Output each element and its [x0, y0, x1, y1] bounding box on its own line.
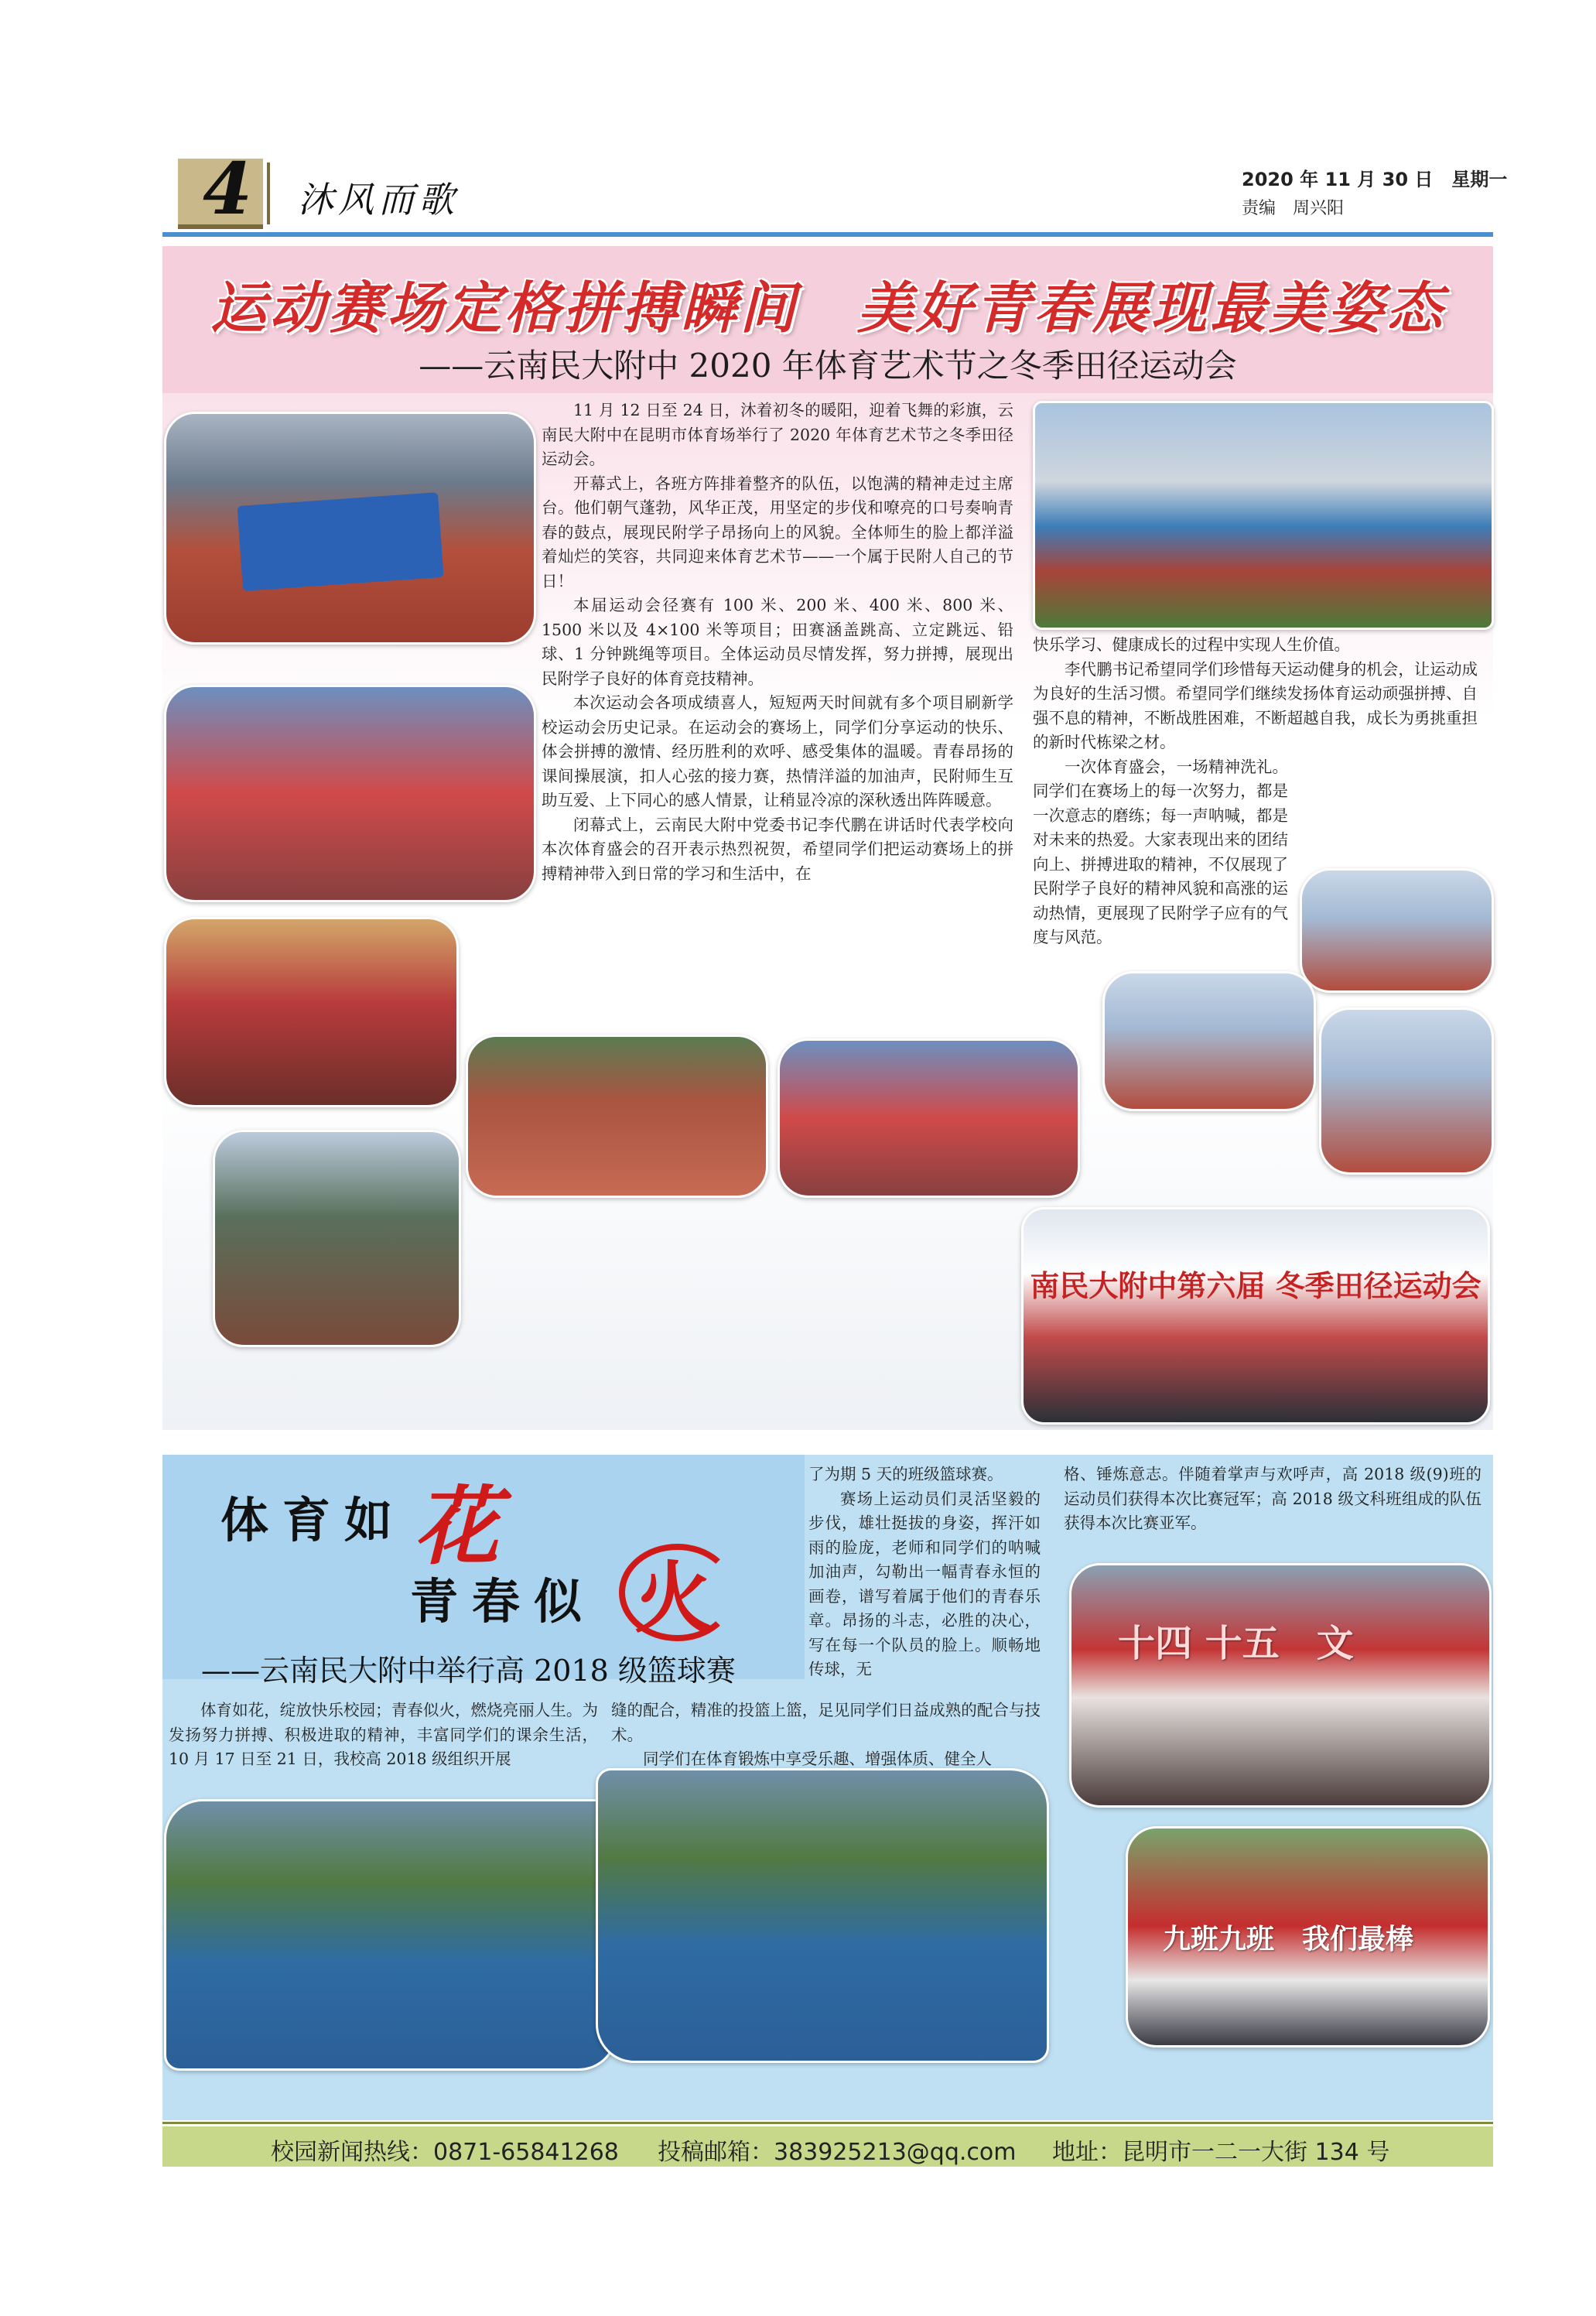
article2-col-a — [169, 1699, 598, 1772]
article1-subheadline: ——云南民大附中 2020 年体育艺术节之冬季田径运动会 — [419, 347, 1237, 385]
article2-paragraph: 了为期 5 天的班级篮球赛。 — [808, 1465, 1003, 1483]
photo-stadium-overview — [1033, 401, 1494, 630]
article2-paragraph: 格、锤炼意志。伴随着掌声与欢呼声，高 2018 级(9)班的运动员们获得本次比赛冠军；高 2018 级文科班组成的队伍获得本次比赛亚军。 — [1064, 1465, 1482, 1532]
article1-paragraph: 本届运动会径赛有 100 米、200 米、400 米、800 米、1500 米以及 4×100 米等项目；田赛涵盖跳高、立定跳远、铅球、1 分钟跳绳等项目。全体运动员尽情发挥，努力拼搏，展现出民附学子良好的体育竞技精神。 — [542, 596, 1013, 688]
article2-title-part1: 体育如 — [220, 1492, 407, 1548]
article1-paragraph: 开幕式上，各班方阵排着整齐的队伍，以饱满的精神走过主席台。他们朝气蓬勃，风华正茂，用坚定的步伐和嘹亮的口号奏响青春的鼓点，展现民附学子昂扬向上的风貌。全体师生的脸上都洋溢着灿烂的笑容，共同迎来体育艺术节——一个属于民附人自己的节日！ — [542, 474, 1013, 590]
article1-paragraph: 闭幕式上，云南民大附中党委书记李代鹏在讲话时代表学校向本次体育盛会的召开表示热烈祝贺，希望同学们把运动赛场上的拼搏精神带入到日常的学习和生活中，在 — [542, 815, 1013, 883]
article1-body — [542, 399, 1013, 886]
article1-paragraph: 本次运动会各项成绩喜人，短短两天时间就有多个项目刷新学校运动会历史记录。在运动会的赛场上，同学们分享运动的快乐、体会拼搏的激情、经历胜利的欢呼、感受集体的温暖。青春昂扬的课间操展演，扣人心弦的接力赛，热情洋溢的加油声，民附师生互助互爱、上下同心的感人情景，让稍显冷凉的深秋透出阵阵暖意。 — [542, 693, 1013, 809]
article2-col-b-lower — [611, 1699, 1041, 1772]
article1-paragraph: 11 月 12 日至 24 日，沐着初冬的暖阳，迎着飞舞的彩旗，云南民大附中在昆明市体育场举行了 2020 年体育艺术节之冬季田径运动会。 — [542, 401, 1013, 468]
article2-title-part2: 青春似 — [410, 1573, 596, 1630]
fans-banner-text: 十四 十五 文 — [1118, 1622, 1354, 1665]
footer-hotline: 校园新闻热线：0871-65841268 — [271, 2139, 619, 2166]
article2-title-flower: 花 — [414, 1476, 499, 1576]
section-name: 沐风而歌 — [298, 179, 459, 221]
article2-paragraph: 赛场上运动员们灵活坚毅的步伐，雄壮挺拔的身姿，挥汗如雨的脸庞，老师和同学们的呐喊加油声，勾勒出一幅青春永恒的画卷，谱写着属于他们的青春乐章。昂扬的斗志，必胜的决心，写在每一个队员的脸上。顺畅地传球，无 — [808, 1489, 1041, 1678]
photo-basketball-shot — [596, 1768, 1049, 2063]
article1-continuation: 一次体育盛会，一场精神洗礼。同学们在赛场上的每一次努力，都是一次意志的磨练；每一声呐喊，都是对未来的热爱。大家表现出来的团结向上、拼搏进取的精神，不仅展现了民附学子良好的精神风貌和高涨的运动热情，更展现了民附学子应有的气度与风范。 — [1033, 757, 1288, 946]
editor-credit: 责编 周兴阳 — [1242, 199, 1345, 218]
photo-costume-dance — [164, 685, 536, 902]
footer-address: 地址：昆明市一二一大街 134 号 — [1052, 2139, 1390, 2166]
article2-col-c — [1064, 1462, 1482, 1536]
photo-shot-put — [213, 1130, 461, 1347]
article2-col-b — [808, 1462, 1041, 1682]
article1-continuation: 李代鹏书记希望同学们珍惜每天运动健身的机会，让运动成为良好的生活习惯。希望同学们继续发扬体育运动顽强拼搏、自强不息的精神，不断战胜困难，不断超越自我，成长为勇挑重担的新时代栋梁之材。 — [1033, 659, 1478, 751]
article2-paragraph: 缝的配合，精准的投篮上篮，足见同学们日益成熟的配合与技术。 — [611, 1701, 1041, 1744]
issue-date: 2020 年 11 月 30 日 星期一 — [1242, 169, 1508, 190]
award-banner-text: 南民大附中第六届 冬季田径运动会 — [1030, 1269, 1482, 1303]
article1-body-continued — [1033, 633, 1478, 950]
photo-winning-team — [1126, 1826, 1490, 2047]
team-banner-text: 九班九班 我们最棒 — [1163, 1924, 1414, 1955]
photo-flag-bearers — [164, 412, 536, 645]
article2-subheadline: ——云南民大附中举行高 2018 级篮球赛 — [201, 1654, 736, 1688]
header-divider — [267, 162, 270, 224]
photo-cheering-fans — [1069, 1563, 1492, 1808]
article2-paragraph: 同学们在体育锻炼中享受乐趣、增强体质、健全人 — [643, 1750, 992, 1768]
school-banner-shape — [237, 492, 443, 591]
header-rule — [162, 232, 1493, 237]
photo-jump-action — [1319, 1007, 1494, 1175]
photo-high-jump — [1102, 971, 1316, 1111]
photo-award-ceremony — [1021, 1207, 1490, 1425]
photo-costume-parade — [777, 1038, 1080, 1198]
page-number: 4 — [203, 147, 253, 231]
article2-paragraph: 体育如花，绽放快乐校园；青春似火，燃烧亮丽人生。为发扬努力拼搏、积极进取的精神，丰富同学们的课余生活，10 月 17 日至 21 日，我校高 2018 级组织开展 — [169, 1701, 598, 1768]
photo-formation — [466, 1035, 768, 1198]
article1-continuation: 快乐学习、健康成长的过程中实现人生价值。 — [1033, 635, 1350, 654]
footer-rule — [162, 2122, 1493, 2124]
photo-basketball-game — [164, 1799, 617, 2071]
article1-headline: 运动赛场定格拼搏瞬间 美好青春展现最美姿态 — [210, 275, 1445, 340]
footer-email: 投稿邮箱：383925213@qq.com — [658, 2139, 1017, 2166]
article2-title-fire: 火 — [634, 1552, 712, 1644]
photo-ethnic-performers — [164, 917, 459, 1107]
